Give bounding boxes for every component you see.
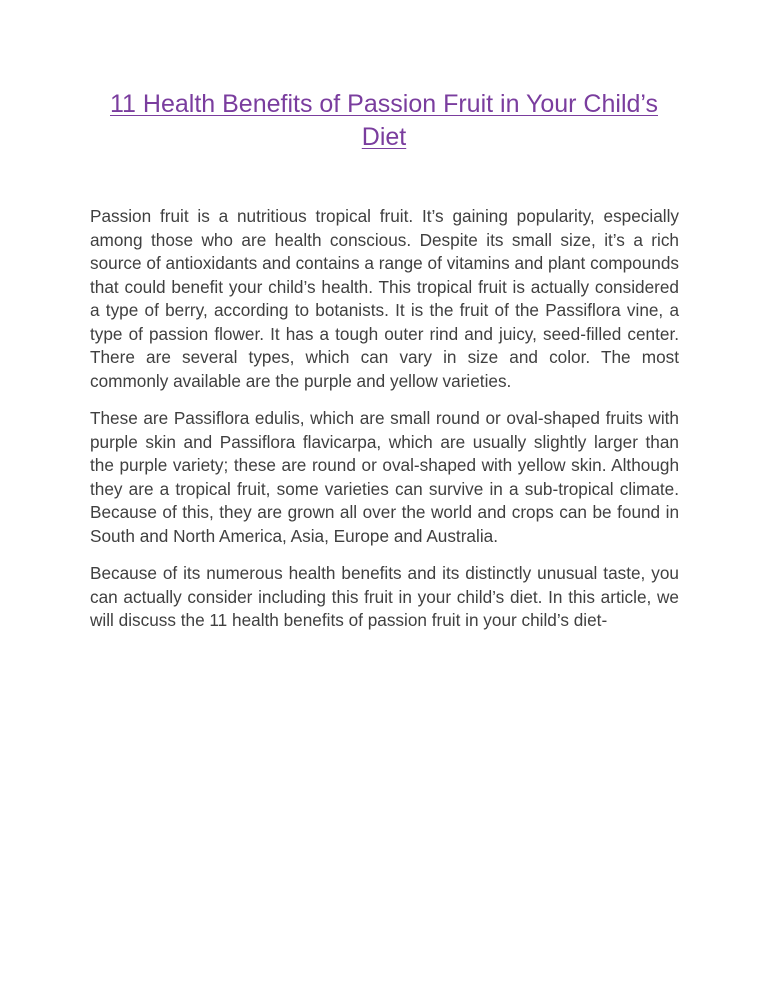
title-text: 11 Health Benefits of Passion Fruit in Your Child’s Diet xyxy=(110,90,658,151)
paragraph-varieties: These are Passiflora edulis, which are small round or oval-shaped fruits with purple skin and Passiflora flavicarpa, which are usually slightly larger than the purple variety; these are round or oval-shaped with yellow skin. Although they are a tropical fruit, some varieties can survive in a sub-tropical climate. Because of this, they are grown all over the world and crops can be found in South and North America, Asia, Europe and Australia. xyxy=(90,408,679,546)
paragraph-conclusion: Because of its numerous health benefits and its distinctly unusual taste, you can actually consider including this fruit in your child’s diet. In this article, we will discuss the 11 health benefits of passion fruit in your child’s diet- xyxy=(90,563,679,630)
document-body xyxy=(90,205,679,647)
paragraph-intro: Passion fruit is a nutritious tropical fruit. It’s gaining popularity, especially among those who are health conscious. Despite its small size, it’s a rich source of antioxidants and contains a range of vitamins and plant compounds that could benefit your child’s health. This tropical fruit is actually considered a type of berry, according to botanists. It is the fruit of the Passiflora vine, a type of passion flower. It has a tough outer rind and juicy, seed-filled center. There are several types, which can vary in size and color. The most commonly available are the purple and yellow varieties. xyxy=(90,206,679,391)
document-title xyxy=(90,88,678,154)
